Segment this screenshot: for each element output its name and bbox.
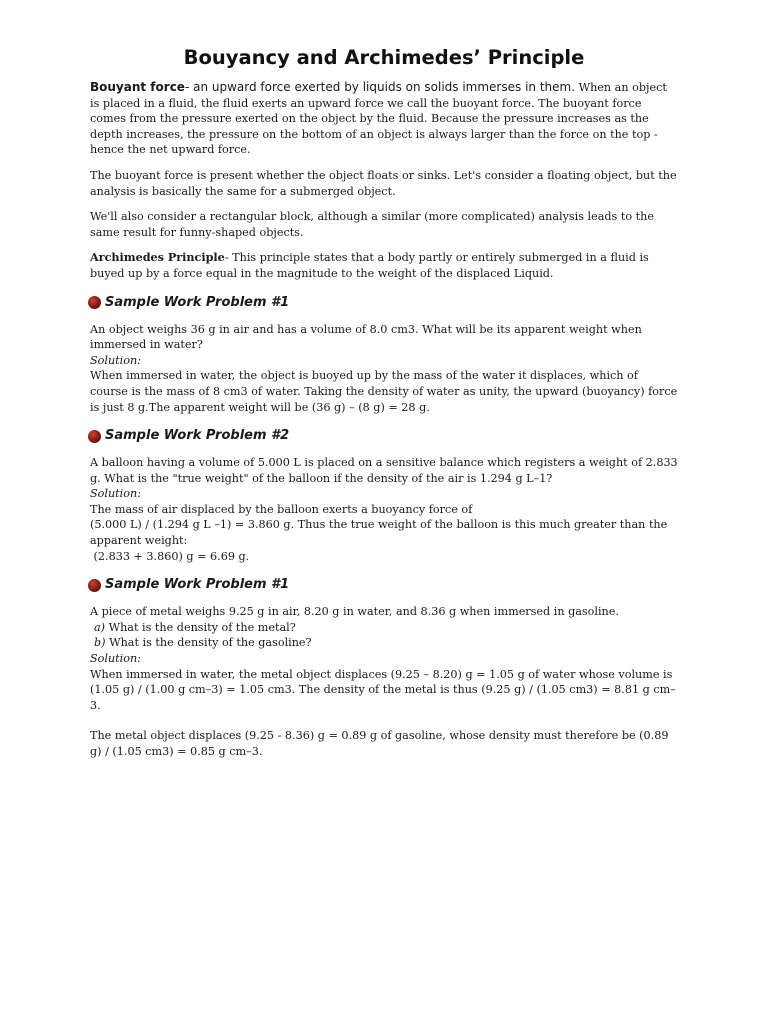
part-b-text: What is the density of the gasoline?: [105, 636, 312, 650]
problem-1-question: An object weighs 36 g in air and has a volume of 8.0 cm3. What will be its apparent weight when immersed in water?: [90, 322, 642, 352]
problem-3-body: [90, 604, 678, 759]
paragraph-floating-object: The buoyant force is present whether the object floats or sinks. Let's consider a floating object, but the analysis is basically the same for a submerged object.: [90, 168, 677, 198]
part-b-label: b): [94, 636, 106, 650]
problem-2-solution-line-2: (5.000 L) / (1.294 g L –1) = 3.860 g. Thus the true weight of the balloon is this much greater than the apparent weight:: [90, 518, 668, 548]
problem-2-solution-label: Solution:: [90, 487, 141, 501]
problem-1-heading: [88, 294, 678, 312]
problem-3-question: A piece of metal weighs 9.25 g in air, 8.20 g in water, and 8.36 g when immersed in gasoline.: [90, 605, 619, 619]
red-ball-icon: [88, 296, 101, 309]
problem-3-solution-label: Solution:: [90, 652, 141, 666]
problem-2-solution-line-1: The mass of air displaced by the balloon exerts a buoyancy force of: [90, 502, 473, 516]
problem-3-solution-2: The metal object displaces (9.25 - 8.36) g = 0.89 g of gasoline, whose density must therefore be (0.89 g) / (1.05 cm3) = 0.85 g cm–3.: [90, 729, 669, 758]
paragraph-rectangular-block: We'll also consider a rectangular block, although a similar (more complicated) analysis leads to the same result for funny-shaped objects.: [90, 210, 654, 239]
red-ball-icon: [88, 579, 101, 592]
problem-3-heading-text: Sample Work Problem #1: [105, 577, 290, 593]
intro-text: When an object is placed in a fluid, the fluid exerts an upward force we call the buoyant force. The buoyant force comes from the pressure exerted on the object by the fluid. Because the pressure increases as the depth increases, the pressure on the bottom of an object is always larger than the force on the top - hence the net upward force.: [90, 81, 667, 157]
page-title: Bouyancy and Archimedes’ Principle: [183, 46, 585, 69]
part-a-text: What is the density of the metal?: [105, 620, 296, 634]
problem-2-heading-text: Sample Work Problem #2: [105, 428, 290, 444]
problem-2-body: [90, 455, 678, 564]
problem-1-heading-text: Sample Work Problem #1: [105, 294, 290, 310]
problem-1-solution-label: Solution:: [90, 353, 141, 367]
part-a-label: a): [94, 620, 106, 634]
problem-1-solution: When immersed in water, the object is buoyed up by the mass of the water it displaces, which of course is the mass of 8 cm3 of water. Taking the density of water as unity, the upward (buoyancy) force is just 8 g.The apparent weight will be (36 g) – (8 g) = 28 g.: [90, 369, 678, 414]
archimedes-paragraph: [90, 250, 678, 281]
problem-3-solution-1: When immersed in water, the metal object displaces (9.25 – 8.20) g = 1.05 g of water whose volume is (1.05 g) / (1.00 g cm–3) = 1.05 cm3. The density of the metal is thus (9.25 g) / (1.05 cm3) = 8.81 g cm–3.: [90, 667, 676, 712]
problem-3-part-b: [90, 635, 678, 651]
problem-3-part-a: [90, 620, 678, 636]
intro-paragraph: [90, 80, 678, 158]
problem-3-heading: [88, 576, 678, 594]
problem-2-question: A balloon having a volume of 5.000 L is placed on a sensitive balance which registers a weight of 2.833 g. What is the "true weight" of the balloon if the density of the air is 1.294 g L–1?: [90, 456, 678, 485]
problem-2-solution-line-3: (2.833 + 3.860) g = 6.69 g.: [90, 549, 250, 563]
problem-2-heading: [88, 427, 678, 445]
archimedes-text: - This principle states that a body partly or entirely submerged in a fluid is buyed up by a force equal in the magnitude to the weight of the displaced Liquid.: [90, 251, 649, 280]
buoyant-force-definition: - an upward force exerted by liquids on solids immerses in them.: [184, 80, 576, 94]
red-ball-icon: [88, 430, 101, 443]
buoyant-force-term: Bouyant force: [90, 80, 185, 94]
archimedes-term: Archimedes Principle: [90, 250, 225, 265]
problem-1-body: [90, 322, 678, 416]
